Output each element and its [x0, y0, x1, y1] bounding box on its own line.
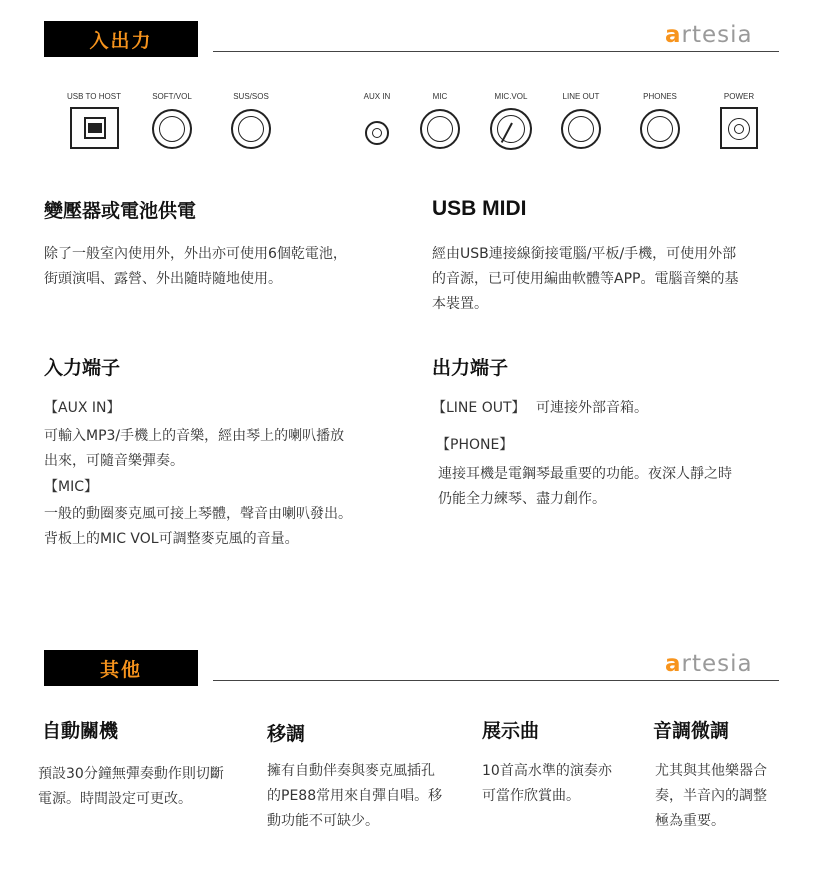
mic-label: 【MIC】: [44, 479, 98, 495]
port-label-phones: PHONES: [643, 92, 677, 101]
section-divider: [213, 680, 779, 681]
artesia-logo: artesia: [665, 22, 753, 48]
section-tag-other: 其他: [44, 650, 198, 686]
mic-text: 一般的動圈麥克風可接上琴體，聲音由喇叭發出。 背板上的MIC VOL可調整麥克風的音量。: [44, 506, 352, 547]
feature-title-power-supply: 變壓器或電池供電: [44, 200, 197, 222]
port-label-sus-sos: SUS/SOS: [233, 92, 269, 101]
port-label-aux-in: AUX IN: [363, 92, 391, 101]
feature-title-input-ports: 入力端子: [44, 357, 121, 379]
port-label-power: POWER: [723, 92, 755, 101]
other-text-transpose: 擁有自動伴奏與麥克風插孔 的PE88常用來自彈自唱。移 動功能不可缺少。: [267, 763, 443, 829]
mic-vol-knob-icon: [490, 108, 532, 150]
phone-text: 連接耳機是電鋼琴最重要的功能。夜深人靜之時 仍能全力練琴、盡力創作。: [438, 466, 732, 507]
other-title-tuning: 音調微調: [653, 720, 730, 742]
usb-port-icon: [70, 107, 119, 149]
feature-title-usb-midi: USB MIDI: [432, 197, 527, 220]
port-label-soft-vol: SOFT/VOL: [152, 92, 192, 101]
other-title-demo: 展示曲: [482, 720, 540, 742]
feature-title-output-ports: 出力端子: [432, 357, 509, 379]
phones-jack-icon: [640, 109, 680, 149]
port-label-mic: MIC: [432, 92, 448, 101]
power-port-icon: [720, 107, 758, 149]
phone-label: 【PHONE】: [436, 437, 514, 453]
line-out-jack-icon: [561, 109, 601, 149]
sus-sos-jack-icon: [231, 109, 271, 149]
section-divider: [213, 51, 779, 52]
mic-jack-icon: [420, 109, 460, 149]
feature-text-power-supply: 除了一般室內使用外，外出亦可使用6個乾電池， 街頭演唱、露營、外出隨時隨地使用。: [44, 246, 347, 287]
port-label-mic-vol: MIC.VOL: [494, 92, 528, 101]
line-out-text: 可連接外部音箱。: [535, 400, 648, 416]
aux-in-text: 可輸入MP3/手機上的音樂，經由琴上的喇叭播放 出來，可隨音樂彈奏。: [44, 428, 345, 469]
other-text-demo: 10首高水準的演奏亦 可當作欣賞曲。: [482, 763, 612, 804]
aux-in-jack-icon: [365, 121, 389, 145]
feature-text-usb-midi: 經由USB連接線銜接電腦/平板/手機，可使用外部 的音源，已可使用編曲軟體等APP。電腦音樂的基 本裝置。: [432, 246, 739, 312]
other-text-auto-off: 預設30分鐘無彈奏動作則切斷 電源。時間設定可更改。: [38, 766, 224, 807]
line-out-row: [432, 396, 648, 421]
other-title-transpose: 移調: [267, 723, 306, 745]
other-text-tuning: 尤其與其他樂器合 奏，半音內的調整 極為重要。: [655, 763, 767, 829]
section-tag-io: 入出力: [44, 21, 198, 57]
other-title-auto-off: 自動關機: [42, 720, 119, 742]
aux-in-label: 【AUX IN】: [44, 400, 121, 416]
port-label-line-out: LINE OUT: [562, 92, 600, 101]
soft-vol-jack-icon: [152, 109, 192, 149]
artesia-logo: artesia: [665, 651, 753, 677]
port-label-usb: USB TO HOST: [67, 92, 121, 101]
line-out-label: 【LINE OUT】: [432, 400, 526, 416]
